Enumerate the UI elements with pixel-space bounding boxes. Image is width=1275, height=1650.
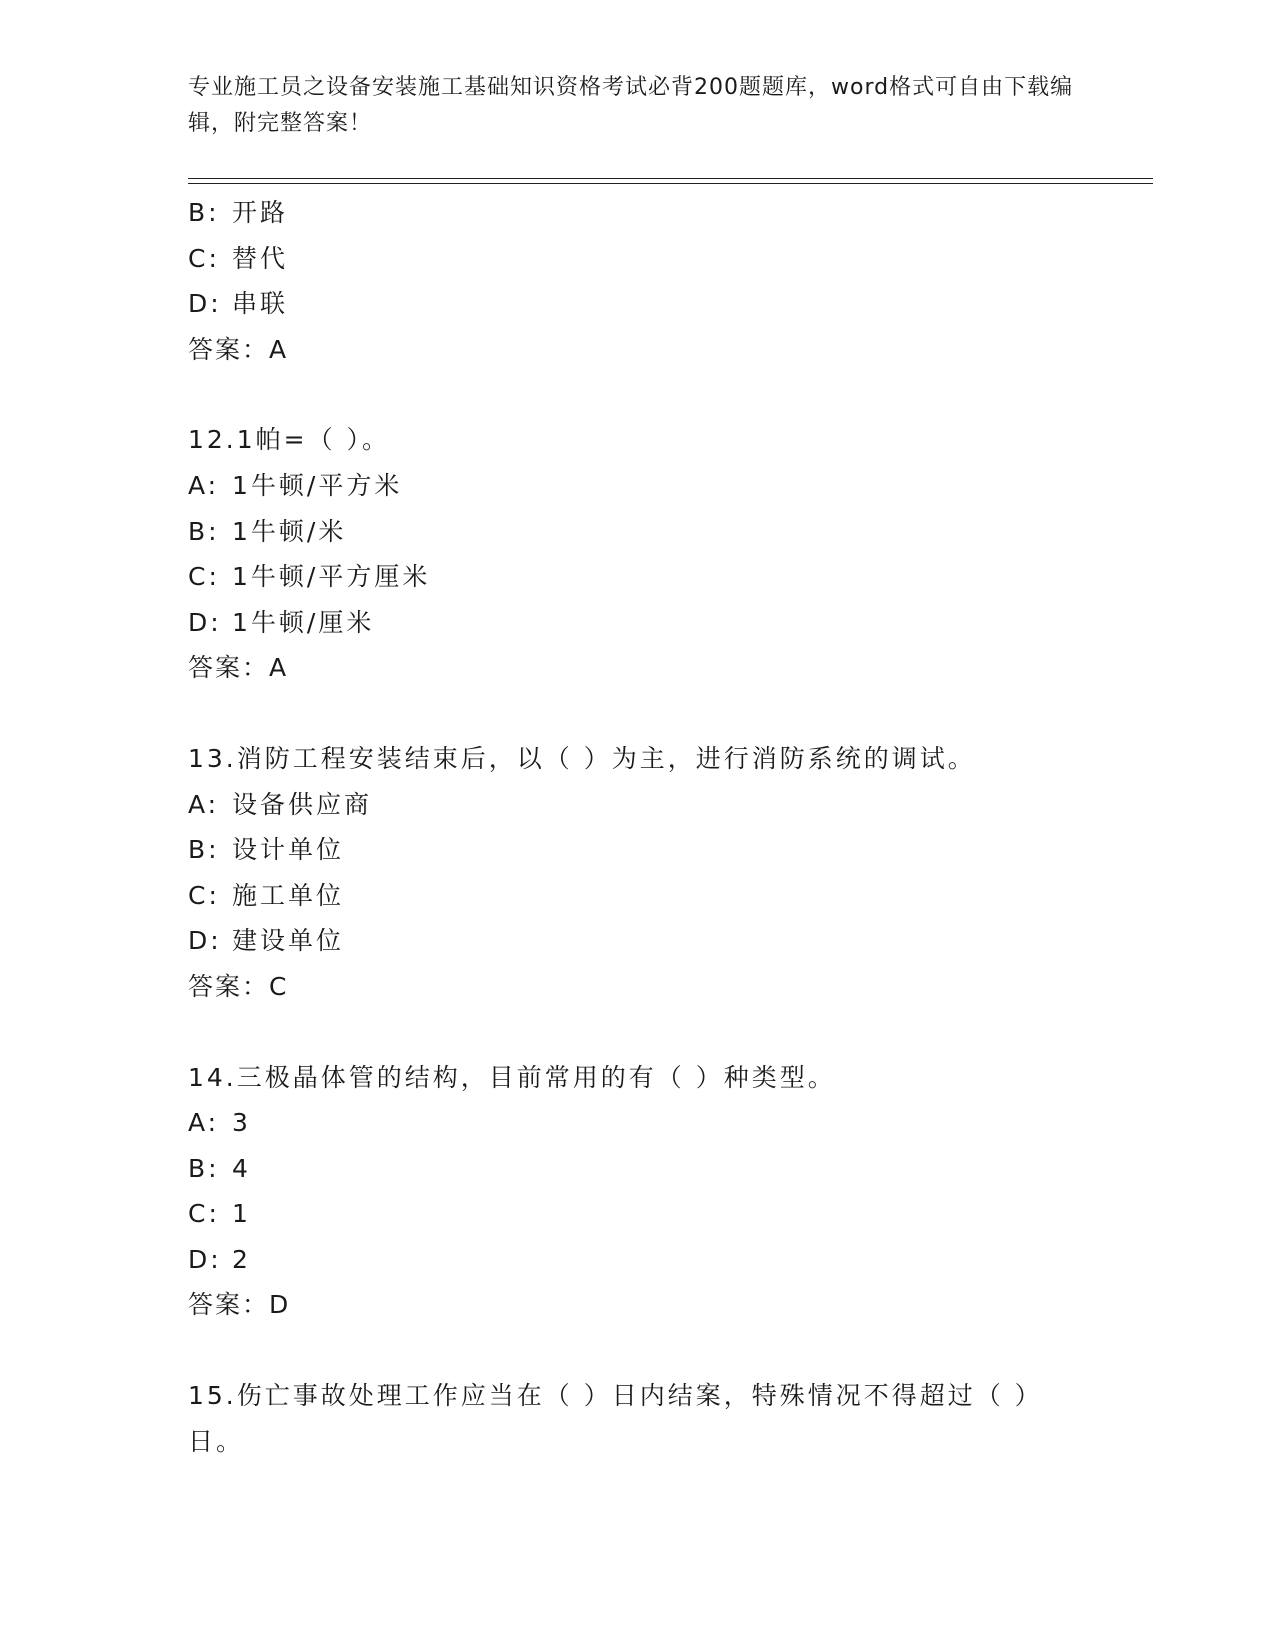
header-rule-bottom bbox=[188, 183, 1153, 184]
option-a: A: 1牛顿/平方米 bbox=[188, 470, 403, 500]
option-d: D: 1牛顿/厘米 bbox=[188, 607, 375, 637]
header-rule-top bbox=[188, 178, 1153, 179]
question-text: 12.1帕=（ ）。 bbox=[188, 425, 391, 455]
question-block bbox=[188, 1055, 1153, 1329]
answer-line: 答案：A bbox=[188, 334, 289, 364]
option-a: A: 设备供应商 bbox=[188, 789, 373, 819]
option-a: A: 3 bbox=[188, 1108, 251, 1138]
question-text: 14.三极晶体管的结构，目前常用的有（ ）种类型。 bbox=[188, 1062, 836, 1092]
question-list bbox=[188, 190, 1153, 1465]
question-block bbox=[188, 736, 1153, 1010]
answer-line: 答案：A bbox=[188, 653, 289, 683]
question-block bbox=[188, 417, 1153, 691]
question-block bbox=[188, 1373, 1153, 1465]
option-b: B: 开路 bbox=[188, 198, 289, 227]
option-b: B: 4 bbox=[188, 1153, 251, 1183]
question-text: 13.消防工程安装结束后，以（ ）为主，进行消防系统的调试。 bbox=[188, 743, 976, 773]
document-header: 专业施工员之设备安装施工基础知识资格考试必背200题题库，word格式可自由下载编辑，附完整答案！ bbox=[188, 75, 1074, 136]
option-c: C: 替代 bbox=[188, 243, 289, 273]
option-b: B: 1牛顿/米 bbox=[188, 516, 347, 546]
option-c: C: 1 bbox=[188, 1199, 251, 1229]
option-d: D: 建设单位 bbox=[188, 926, 345, 956]
option-c: C: 施工单位 bbox=[188, 880, 345, 910]
answer-line: 答案：D bbox=[188, 1290, 291, 1320]
option-b: B: 设计单位 bbox=[188, 835, 345, 865]
question-text: 15.伤亡事故处理工作应当在（ ）日内结案，特殊情况不得超过（ ）日。 bbox=[188, 1381, 1043, 1457]
option-d: D: 2 bbox=[188, 1244, 251, 1274]
question-block bbox=[188, 190, 1153, 372]
option-d: D: 串联 bbox=[188, 289, 289, 319]
option-c: C: 1牛顿/平方厘米 bbox=[188, 562, 431, 592]
answer-line: 答案：C bbox=[188, 971, 289, 1001]
